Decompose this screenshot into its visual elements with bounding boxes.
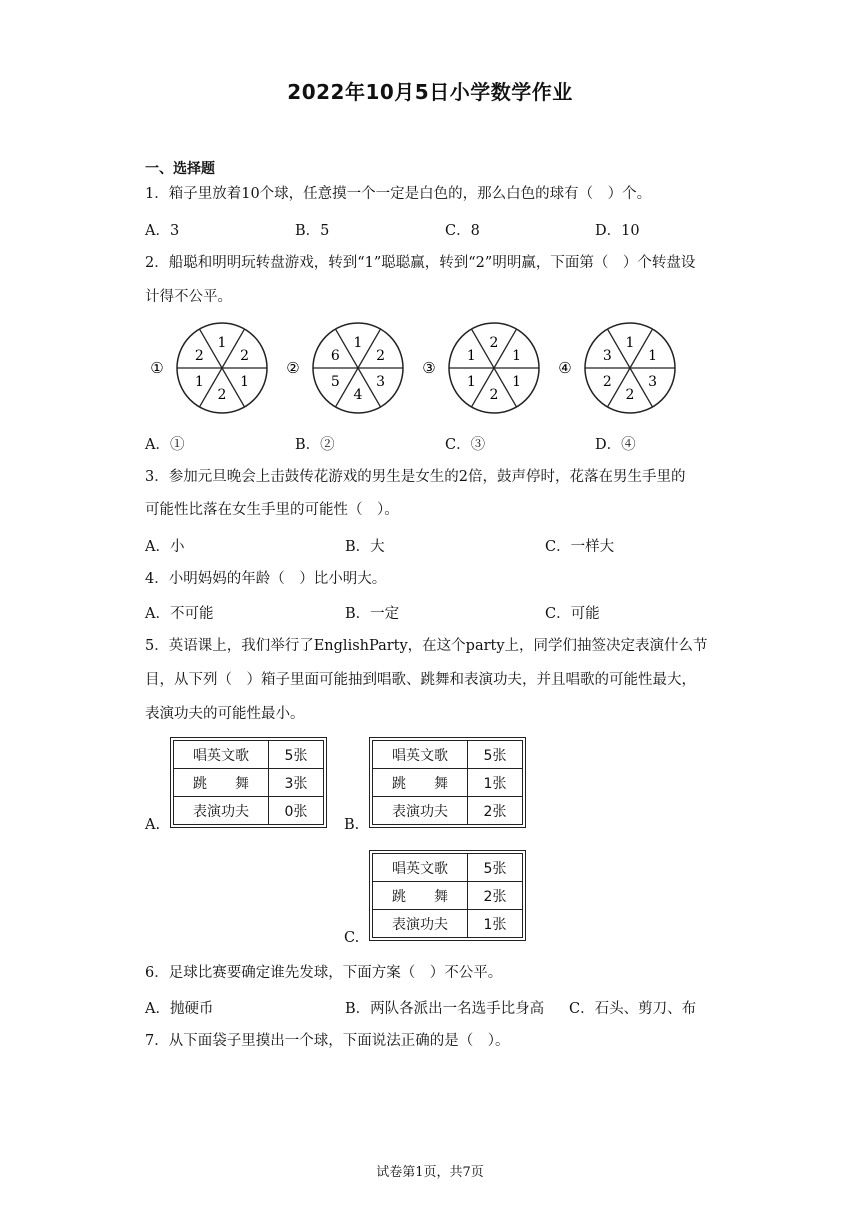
question-5-line-2: 目，从下列（ ）箱子里面可能抽到唱歌、跳舞和表演功夫，并且唱歌的可能性最大，	[145, 672, 696, 688]
question-7-text: 7．从下面袋子里摸出一个球，下面说法正确的是（ ）。	[145, 1033, 510, 1049]
table-row	[373, 854, 523, 882]
box-cell: 1张	[468, 910, 523, 938]
spinner-sector-number: 3	[602, 347, 612, 364]
spinner-sector-number: 6	[330, 347, 340, 364]
spinner-sector-number: 1	[466, 347, 476, 364]
box-cell: 5张	[468, 854, 523, 882]
question-6-option-a: A．抛硬币	[145, 1001, 214, 1017]
question-2-line-2: 计得不公平。	[145, 289, 232, 305]
box-cell: 2张	[468, 882, 523, 910]
spinner-sector-number: 1	[217, 334, 227, 351]
spinner-wheel-1	[150, 323, 267, 413]
box-cell: 跳 舞	[174, 769, 269, 797]
question-4-option-c: C．可能	[545, 606, 600, 622]
question-5-option-c-label: C.	[344, 930, 360, 946]
question-5-box-c	[369, 850, 526, 941]
question-5-box-a	[170, 737, 327, 828]
box-cell: 唱英文歌	[373, 854, 468, 882]
spinner-sector-number: 3	[376, 374, 386, 391]
spinner-sector-number: 2	[194, 347, 204, 364]
question-3-option-c: C．一样大	[545, 539, 615, 555]
table-row	[174, 769, 324, 797]
spinner-sector-number: 1	[353, 334, 363, 351]
spinner-sector-number: 2	[489, 334, 499, 351]
question-1-option-b: B．5	[295, 223, 330, 239]
spinner-sector-number: 2	[240, 347, 250, 364]
question-6-option-b: B．两队各派出一名选手比身高	[345, 1001, 545, 1017]
spinner-sector-number: 1	[648, 347, 658, 364]
question-2-option-d: D．④	[595, 437, 636, 453]
box-cell: 表演功夫	[373, 910, 468, 938]
question-5-line-1: 5．英语课上，我们举行了EnglishParty，在这个party上，同学们抽签决定表演什么节	[145, 638, 708, 654]
box-cell: 5张	[269, 741, 324, 769]
section-heading: 一、选择题	[145, 161, 215, 177]
spinner-wheel-3	[422, 323, 539, 413]
question-3-option-a: A．小	[145, 539, 185, 555]
spinner-sector-number: 5	[330, 374, 340, 391]
question-3-line-2: 可能性比落在女生手里的可能性（ ）。	[145, 502, 399, 518]
question-6-text: 6．足球比赛要确定谁先发球，下面方案（ ）不公平。	[145, 965, 503, 981]
table-row	[373, 797, 523, 825]
spinner-label: ④	[558, 359, 572, 377]
question-1-option-a: A．3	[145, 223, 180, 239]
question-1-option-d: D．10	[595, 223, 640, 239]
box-cell: 2张	[468, 797, 523, 825]
question-6-option-c: C．石头、剪刀、布	[569, 1001, 697, 1017]
question-5-line-3: 表演功夫的可能性最小。	[145, 706, 305, 722]
table-row	[373, 769, 523, 797]
box-cell: 表演功夫	[373, 797, 468, 825]
question-5-box-b	[369, 737, 526, 828]
box-cell: 3张	[269, 769, 324, 797]
spinner-sector-number: 2	[625, 387, 635, 404]
spinner-sector-number: 2	[602, 374, 612, 391]
spinner-sector-number: 1	[466, 374, 476, 391]
spinner-label: ③	[422, 359, 436, 377]
spinner-wheels-figure	[150, 318, 710, 418]
page-title: 2022年10月5日小学数学作业	[287, 80, 573, 104]
spinner-sector-number: 2	[217, 387, 227, 404]
spinner-sector-number: 1	[512, 347, 522, 364]
question-1-option-c: C．8	[445, 223, 480, 239]
spinner-sector-number: 1	[625, 334, 635, 351]
table-row	[373, 882, 523, 910]
question-5-option-b-label: B.	[344, 817, 360, 833]
question-4-option-a: A．不可能	[145, 606, 214, 622]
question-2-line-1: 2．船聪和明明玩转盘游戏，转到“1”聪聪赢，转到“2”明明赢，下面第（ ）个转盘设	[145, 255, 696, 271]
question-2-option-b: B．②	[295, 437, 335, 453]
table-row	[373, 910, 523, 938]
table-row	[174, 741, 324, 769]
box-cell: 跳 舞	[373, 769, 468, 797]
question-4-text: 4．小明妈妈的年龄（ ）比小明大。	[145, 571, 387, 587]
spinner-sector-number: 1	[240, 374, 250, 391]
box-cell: 1张	[468, 769, 523, 797]
box-cell: 0张	[269, 797, 324, 825]
spinner-sector-number: 1	[194, 374, 204, 391]
question-4-option-b: B．一定	[345, 606, 400, 622]
box-cell: 唱英文歌	[373, 741, 468, 769]
spinner-sector-number: 2	[489, 387, 499, 404]
question-5-option-a-label: A.	[145, 817, 161, 833]
question-3-option-b: B．大	[345, 539, 385, 555]
question-1-text: 1．箱子里放着10个球，任意摸一个一定是白色的，那么白色的球有（ ）个。	[145, 186, 652, 202]
box-cell: 跳 舞	[373, 882, 468, 910]
spinner-wheel-2	[286, 323, 403, 413]
table-row	[373, 741, 523, 769]
question-2-option-c: C．③	[445, 437, 486, 453]
spinner-label: ②	[286, 359, 300, 377]
question-2-option-a: A．①	[145, 437, 185, 453]
box-cell: 唱英文歌	[174, 741, 269, 769]
page-footer: 试卷第1页，共7页	[376, 1165, 484, 1180]
box-cell: 表演功夫	[174, 797, 269, 825]
spinner-sector-number: 3	[648, 374, 658, 391]
spinner-sector-number: 1	[512, 374, 522, 391]
table-row	[174, 797, 324, 825]
spinner-label: ①	[150, 359, 164, 377]
spinner-sector-number: 2	[376, 347, 386, 364]
box-cell: 5张	[468, 741, 523, 769]
question-3-line-1: 3．参加元旦晚会上击鼓传花游戏的男生是女生的2倍，鼓声停时，花落在男生手里的	[145, 469, 686, 485]
spinner-sector-number: 4	[353, 387, 363, 404]
spinner-wheel-4	[558, 323, 675, 413]
